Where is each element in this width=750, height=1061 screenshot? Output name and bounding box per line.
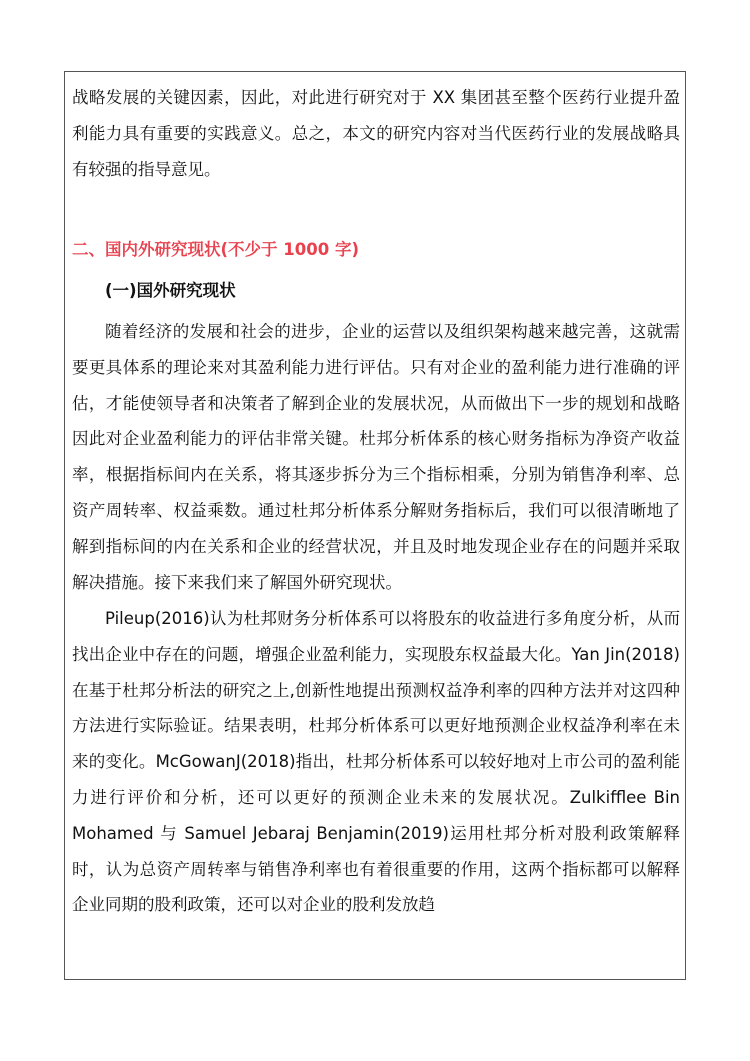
section-heading: 二、国内外研究现状(不少于 1000 字)	[72, 240, 359, 259]
subsection-heading: (一)国外研究现状	[105, 281, 236, 300]
body-paragraph-1: 随着经济的发展和社会的进步，企业的运营以及组织架构越来越完善，这就需要更具体系的理论来对其盈利能力进行评估。只有对企业的盈利能力进行准确的评估，才能使领导者和决策者了解到企业的发展状况，从而做出下一步的规划和战略因此对企业盈利能力的评估非常关键。杜邦分析体系的核心财务指标为净资产收益率，根据指标间内在关系，将其逐步拆分为三个指标相乘，分别为销售净利率、总资产周转率、权益乘数。通过杜邦分析体系分解财务指标后，我们可以很清晰地了解到指标间的内在关系和企业的经营状况，并且及时地发现企业存在的问题并采取解决措施。接下来我们来了解国外研究现状。	[72, 322, 680, 592]
body-paragraph-2: Pileup(2016)认为杜邦财务分析体系可以将股东的收益进行多角度分析，从而找出企业中存在的问题，增强企业盈利能力，实现股东权益最大化。Yan Jin(2018)在基于杜邦分析法的研究之上,创新性地提出预测权益净利率的四种方法并对这四种方法进行实际验证。结果表明，杜邦分析体系可以更好地预测企业权益净利率在未来的变化。McGowanJ(2018)指出，杜邦分析体系可以较好地对上市公司的盈利能力进行评价和分析，还可以更好的预测企业未来的发展状况。Zulkifflee Bin Mohamed 与 Samuel Jebaraj Benjamin(2019)运用杜邦分析对股利政策解释时，认为总资产周转率与销售净利率也有着很重要的作用，这两个指标都可以解释企业同期的股利政策，还可以对企业的股利发放趋	[72, 609, 680, 915]
intro-paragraph: 战略发展的关键因素，因此，对此进行研究对于 XX 集团甚至整个医药行业提升盈利能力具有重要的实践意义。总之，本文的研究内容对当代医药行业的发展战略具有较强的指导意见。	[72, 88, 680, 179]
